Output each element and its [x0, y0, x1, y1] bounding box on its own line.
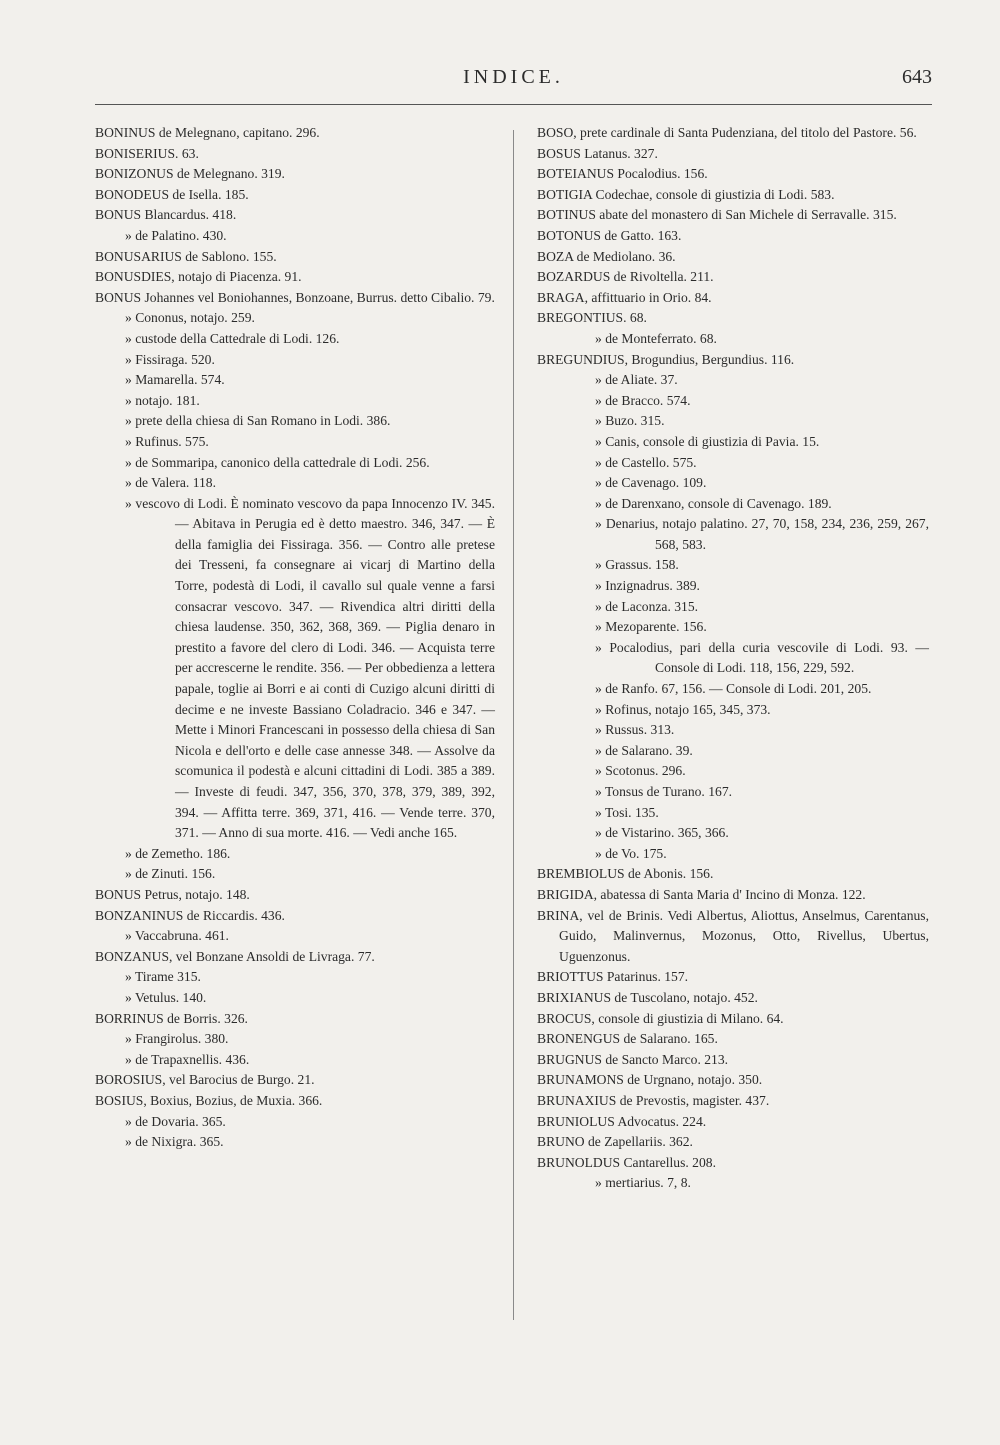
- index-entry-text: » de Vistarino. 365, 366.: [595, 825, 729, 841]
- index-entry-text: BONZANINUS de Riccardis. 436.: [95, 907, 285, 923]
- index-entry-text: BRUNAMONS de Urgnano, notajo. 350.: [537, 1072, 763, 1088]
- index-entry: [537, 1112, 929, 1133]
- index-entry: [537, 988, 929, 1009]
- index-entry-text: BONIZONUS de Melegnano. 319.: [95, 166, 285, 182]
- index-entry-text: » de Darenxano, console di Cavenago. 189.: [595, 495, 832, 511]
- index-entry: [95, 1050, 495, 1071]
- index-entry: [95, 453, 495, 474]
- index-entry-text: » de Palatino. 430.: [125, 227, 227, 243]
- index-entry: [95, 906, 495, 927]
- index-entry-text: BOTONUS de Gatto. 163.: [537, 227, 682, 243]
- index-entry-text: BOZA de Mediolano. 36.: [537, 248, 676, 264]
- index-entry-text: » Tosi. 135.: [595, 804, 659, 820]
- index-entry: [95, 844, 495, 865]
- index-entry: [537, 185, 929, 206]
- index-entry: [537, 1029, 929, 1050]
- index-entry-text: BONUS Petrus, notajo. 148.: [95, 886, 250, 902]
- index-entry-text: » de Bracco. 574.: [595, 392, 691, 408]
- index-entry-text: » vescovo di Lodi. È nominato vescovo da papa Innocenzo IV. 345. — Abitava in Perugia ed è detto maestro. 346, 347. — È della famiglia dei Fissiraga. 356. — Contro alle pretese dei Tresseni, fa consegnare ai vicarj di Martino della Torre, podestà di Lodi, il cavallo sul quale venne a farsi consacrar vescovo. 347. — Rivendica altri diritti della chiesa laudense. 350, 362, 368, 369. — Piglia denaro in prestito a favore del clero di Lodi. 346. — Acquista terre per accrescerne le rendite. 356. — Per obbedienza a lettera papale, toglie ai Borri e ai conti di Cuzigo alcuni diritti di decime e ne investe Bassiano Coladracio. 346 e 347. — Mette i Minori Francescani in possesso della chiesa di San Nicola e dell'orto e delle case annesse 348. — Assolve da scomunica il podestà e alcuni cittadini di Lodi. 385 a 389. — Investe di feudi. 347, 356, 370, 378, 379, 389, 392, 394. — Affitta terre. 369, 371, 416. — Vende terre. 370, 371. — Anno di sua morte. 416. — Vedi anche 165.: [125, 495, 495, 841]
- index-entry-text: » prete della chiesa di San Romano in Lodi. 386.: [125, 413, 391, 429]
- index-entry-text: » Frangirolus. 380.: [125, 1031, 229, 1047]
- index-entry: [537, 1091, 929, 1112]
- index-entry: [537, 741, 929, 762]
- index-entry-text: » de Cavenago. 109.: [595, 475, 707, 491]
- index-entry: [537, 473, 929, 494]
- index-entry: [95, 1112, 495, 1133]
- index-entry: [537, 1070, 929, 1091]
- index-entry-text: BONUSDIES, notajo di Piacenza. 91.: [95, 269, 302, 285]
- index-entry: [95, 1091, 495, 1112]
- index-entry: [95, 144, 495, 165]
- index-entry-text: BRUNO de Zapellariis. 362.: [537, 1134, 693, 1150]
- index-entry: [537, 350, 929, 371]
- index-column-right: [537, 123, 929, 1194]
- index-entry: [537, 885, 929, 906]
- index-entry: [537, 453, 929, 474]
- index-entry-text: BRIOTTUS Patarinus. 157.: [537, 969, 689, 985]
- index-entry-text: BONZANUS, vel Bonzane Ansoldi de Livraga. 77.: [95, 948, 375, 964]
- index-entry-text: » de Sommaripa, canonico della cattedrale di Lodi. 256.: [125, 454, 430, 470]
- index-entry-text: » Rofinus, notajo 165, 345, 373.: [595, 701, 771, 717]
- index-entry: [537, 1173, 929, 1194]
- index-entry-text: » Russus. 313.: [595, 722, 675, 738]
- index-entry: [537, 720, 929, 741]
- index-entry-text: BONUS Johannes vel Boniohannes, Bonzoane, Burrus. detto Cibalio. 79.: [95, 289, 495, 305]
- index-entry: [95, 247, 495, 268]
- index-entry-text: BONUS Blancardus. 418.: [95, 207, 237, 223]
- index-entry-text: » custode della Cattedrale di Lodi. 126.: [125, 330, 340, 346]
- index-entry: [537, 164, 929, 185]
- index-entry-text: » de Valera. 118.: [125, 475, 216, 491]
- index-entry: [537, 144, 929, 165]
- index-entry: [95, 164, 495, 185]
- index-entry: [95, 967, 495, 988]
- index-entry-text: BREGONTIUS. 68.: [537, 310, 647, 326]
- index-entry: [95, 350, 495, 371]
- column-divider: [513, 130, 514, 1320]
- index-entry-text: BROCUS, console di giustizia di Milano. 64.: [537, 1010, 784, 1026]
- index-entry: [537, 267, 929, 288]
- index-entry: [537, 123, 929, 144]
- index-entry: [537, 329, 929, 350]
- index-entry-text: BOTEIANUS Pocalodius. 156.: [537, 166, 708, 182]
- index-entry: [537, 1050, 929, 1071]
- index-entry: [95, 1132, 495, 1153]
- index-entry-text: BRIGIDA, abatessa di Santa Maria d' Incino di Monza. 122.: [537, 886, 866, 902]
- index-entry-text: » de Nixigra. 365.: [125, 1134, 224, 1150]
- index-entry-text: » Vetulus. 140.: [125, 989, 207, 1005]
- index-entry-text: » Fissiraga. 520.: [125, 351, 215, 367]
- index-entry: [95, 205, 495, 226]
- index-entry: [537, 576, 929, 597]
- index-entry: [95, 391, 495, 412]
- index-entry: [537, 823, 929, 844]
- index-entry: [95, 185, 495, 206]
- index-entry-text: » Inzignadrus. 389.: [595, 578, 700, 594]
- index-entry: [537, 803, 929, 824]
- index-entry-text: » Mezoparente. 156.: [595, 619, 707, 635]
- index-entry-text: » Canis, console di giustizia di Pavia. 15.: [595, 433, 820, 449]
- index-entry-text: BRAGA, affittuario in Orio. 84.: [537, 289, 712, 305]
- index-entry-text: BONINUS de Melegnano, capitano. 296.: [95, 125, 320, 140]
- index-entry-text: BRINA, vel de Brinis. Vedi Albertus, Aliottus, Anselmus, Carentanus, Guido, Malinvernus, Mozonus, Otto, Rivellus, Ubertus, Uguenzonus.: [537, 907, 929, 964]
- index-entry: [95, 329, 495, 350]
- index-entry: [537, 638, 929, 679]
- index-entry-text: » de Zemetho. 186.: [125, 845, 231, 861]
- index-entry: [95, 947, 495, 968]
- index-entry-text: » Tirame 315.: [125, 969, 201, 985]
- index-entry-text: BREGUNDIUS, Brogundius, Bergundius. 116.: [537, 351, 795, 367]
- index-entry: [537, 494, 929, 515]
- index-entry: [537, 308, 929, 329]
- index-entry: [95, 988, 495, 1009]
- index-entry: [537, 1153, 929, 1174]
- index-entry-text: » de Ranfo. 67, 156. — Console di Lodi. 201, 205.: [595, 681, 872, 697]
- index-entry-text: » de Zinuti. 156.: [125, 866, 216, 882]
- index-entry-text: » de Dovaria. 365.: [125, 1113, 226, 1129]
- index-entry-text: BOSIUS, Boxius, Bozius, de Muxia. 366.: [95, 1092, 323, 1108]
- index-entry: [537, 205, 929, 226]
- index-entry-text: BOSO, prete cardinale di Santa Pudenziana, del titolo del Pastore. 56.: [537, 125, 917, 140]
- index-entry: [95, 308, 495, 329]
- index-entry-text: » Cononus, notajo. 259.: [125, 310, 255, 326]
- index-entry-text: » de Aliate. 37.: [595, 372, 678, 388]
- index-entry-text: BOSUS Latanus. 327.: [537, 145, 658, 161]
- index-entry: [537, 514, 929, 555]
- index-entry: [537, 391, 929, 412]
- index-entry-text: » mertiarius. 7, 8.: [595, 1175, 691, 1191]
- index-entry-text: BRONENGUS de Salarano. 165.: [537, 1031, 718, 1047]
- index-entry-text: BONISERIUS. 63.: [95, 145, 199, 161]
- index-entry: [537, 411, 929, 432]
- index-entry-text: BRUNIOLUS Advocatus. 224.: [537, 1113, 707, 1129]
- index-entry-text: » de Vo. 175.: [595, 845, 667, 861]
- index-entry: [537, 761, 929, 782]
- header-rule: [95, 104, 932, 105]
- index-entry-text: BORRINUS de Borris. 326.: [95, 1010, 248, 1026]
- index-entry: [95, 1070, 495, 1091]
- index-entry: [537, 679, 929, 700]
- index-entry: [537, 906, 929, 968]
- index-entry: [95, 432, 495, 453]
- index-entry-text: » de Castello. 575.: [595, 454, 697, 470]
- index-entry: [537, 782, 929, 803]
- index-entry-text: BOZARDUS de Rivoltella. 211.: [537, 269, 714, 285]
- index-entry-text: BONODEUS de Isella. 185.: [95, 186, 249, 202]
- index-entry-text: » Grassus. 158.: [595, 557, 679, 573]
- index-entry-text: BONUSARIUS de Sablono. 155.: [95, 248, 277, 264]
- index-entry-text: BRUNOLDUS Cantarellus. 208.: [537, 1154, 716, 1170]
- index-entry-text: » Pocalodius, pari della curia vescovile di Lodi. 93. — Console di Lodi. 118, 156, 229, 592.: [595, 639, 929, 676]
- page-header: [95, 62, 932, 102]
- index-entry-text: » de Salarano. 39.: [595, 742, 693, 758]
- index-entry: [537, 1009, 929, 1030]
- index-entry-text: » notajo. 181.: [125, 392, 200, 408]
- index-entry-text: » Denarius, notajo palatino. 27, 70, 158, 234, 236, 259, 267, 568, 583.: [595, 516, 929, 552]
- index-entry: [537, 700, 929, 721]
- index-entry: [95, 885, 495, 906]
- index-entry-text: » de Monteferrato. 68.: [595, 330, 717, 346]
- index-entry: [95, 864, 495, 885]
- index-entry: [95, 1029, 495, 1050]
- index-entry-text: BRUGNUS de Sancto Marco. 213.: [537, 1051, 729, 1067]
- index-entry-text: » Scotonus. 296.: [595, 763, 686, 779]
- index-entry: [95, 473, 495, 494]
- index-entry: [95, 123, 495, 144]
- index-entry-text: » de Trapaxnellis. 436.: [125, 1051, 250, 1067]
- index-entry: [537, 597, 929, 618]
- index-entry-text: BREMBIOLUS de Abonis. 156.: [537, 866, 714, 882]
- index-entry: [537, 247, 929, 268]
- index-entry-text: BOROSIUS, vel Barocius de Burgo. 21.: [95, 1072, 315, 1088]
- index-entry: [95, 226, 495, 247]
- index-entry-text: » de Laconza. 315.: [595, 598, 699, 614]
- index-column-left: [95, 123, 495, 1153]
- index-entry-text: BRIXIANUS de Tuscolano, notajo. 452.: [537, 989, 758, 1005]
- header-title: INDICE.: [463, 66, 564, 88]
- index-entry-text: » Tonsus de Turano. 167.: [595, 784, 733, 799]
- index-entry: [537, 1132, 929, 1153]
- index-entry-text: » Rufinus. 575.: [125, 433, 209, 449]
- index-entry: [537, 967, 929, 988]
- page-number: 643: [902, 66, 932, 88]
- index-entry: [95, 926, 495, 947]
- index-entry: [95, 1009, 495, 1030]
- index-entry: [537, 864, 929, 885]
- index-entry: [537, 370, 929, 391]
- index-entry-text: BOTIGIA Codechae, console di giustizia di Lodi. 583.: [537, 186, 835, 202]
- index-entry-text: BOTINUS abate del monastero di San Michele di Serravalle. 315.: [537, 207, 897, 223]
- index-entry: [537, 432, 929, 453]
- index-entry: [95, 288, 495, 309]
- index-entry: [95, 494, 495, 844]
- index-entry-text: » Buzo. 315.: [595, 413, 665, 429]
- index-entry-text: » Mamarella. 574.: [125, 372, 225, 388]
- index-entry: [537, 226, 929, 247]
- index-entry: [537, 844, 929, 865]
- index-entry: [95, 411, 495, 432]
- index-entry-text: BRUNAXIUS de Prevostis, magister. 437.: [537, 1092, 770, 1108]
- index-entry: [95, 267, 495, 288]
- index-entry-text: » Vaccabruna. 461.: [125, 928, 229, 944]
- index-entry: [537, 288, 929, 309]
- index-entry: [95, 370, 495, 391]
- index-entry: [537, 555, 929, 576]
- index-entry: [537, 617, 929, 638]
